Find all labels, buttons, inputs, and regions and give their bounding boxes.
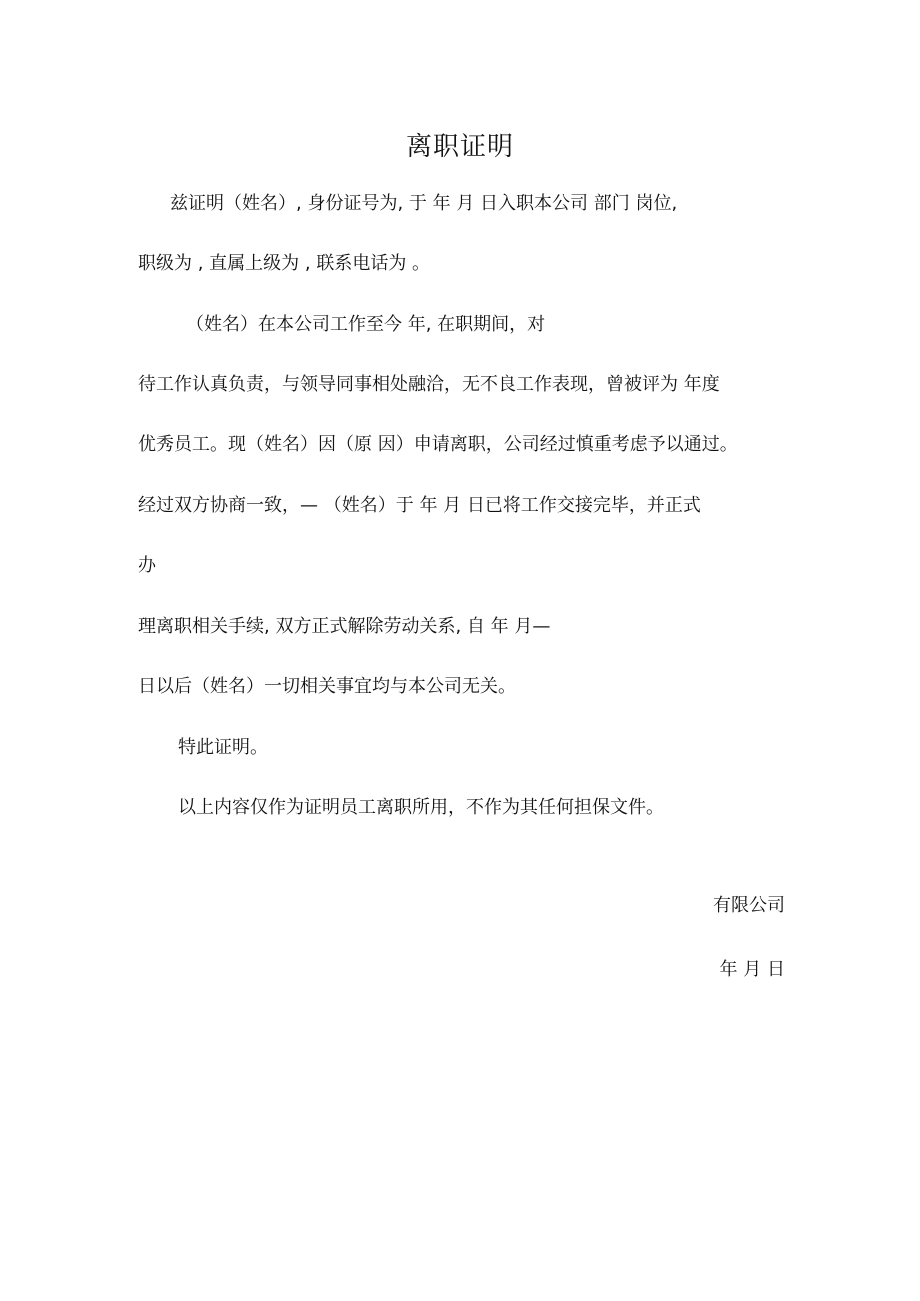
paragraph-line-8: 理离职相关手续, 双方正式解除劳动关系, 自 年 月— xyxy=(138,616,551,637)
paragraph-line-1: 兹证明（姓名）, 身份证号为, 于 年 月 日入职本公司 部门 岗位, xyxy=(170,193,678,214)
paragraph-line-2: 职级为 , 直属上级为 , 联系电话为 。 xyxy=(138,253,431,274)
paragraph-line-6: 经过双方协商一致，— （姓名）于 年 月 日已将工作交接完毕，并正式 xyxy=(138,495,701,516)
paragraph-line-3: （姓名）在本公司工作至今 年, 在职期间，对 xyxy=(186,314,546,335)
paragraph-line-5: 优秀员工。现（姓名）因（原 因）申请离职，公司经过慎重考虑予以通过。 xyxy=(138,434,738,455)
signature-company: 有限公司 xyxy=(713,895,785,916)
document-title: 离职证明 xyxy=(405,132,514,162)
paragraph-line-4: 待工作认真负责，与领导同事相处融洽，无不良工作表现，曾被评为 年度 xyxy=(138,374,720,395)
paragraph-line-7: 办 xyxy=(138,555,156,576)
closing-statement: 特此证明。 xyxy=(178,737,268,758)
paragraph-line-9: 日以后（姓名）一切相关事宜均与本公司无关。 xyxy=(138,676,516,697)
signature-date: 年 月 日 xyxy=(719,959,785,980)
disclaimer-text: 以上内容仅作为证明员工离职所用，不作为其任何担保文件。 xyxy=(178,797,664,818)
